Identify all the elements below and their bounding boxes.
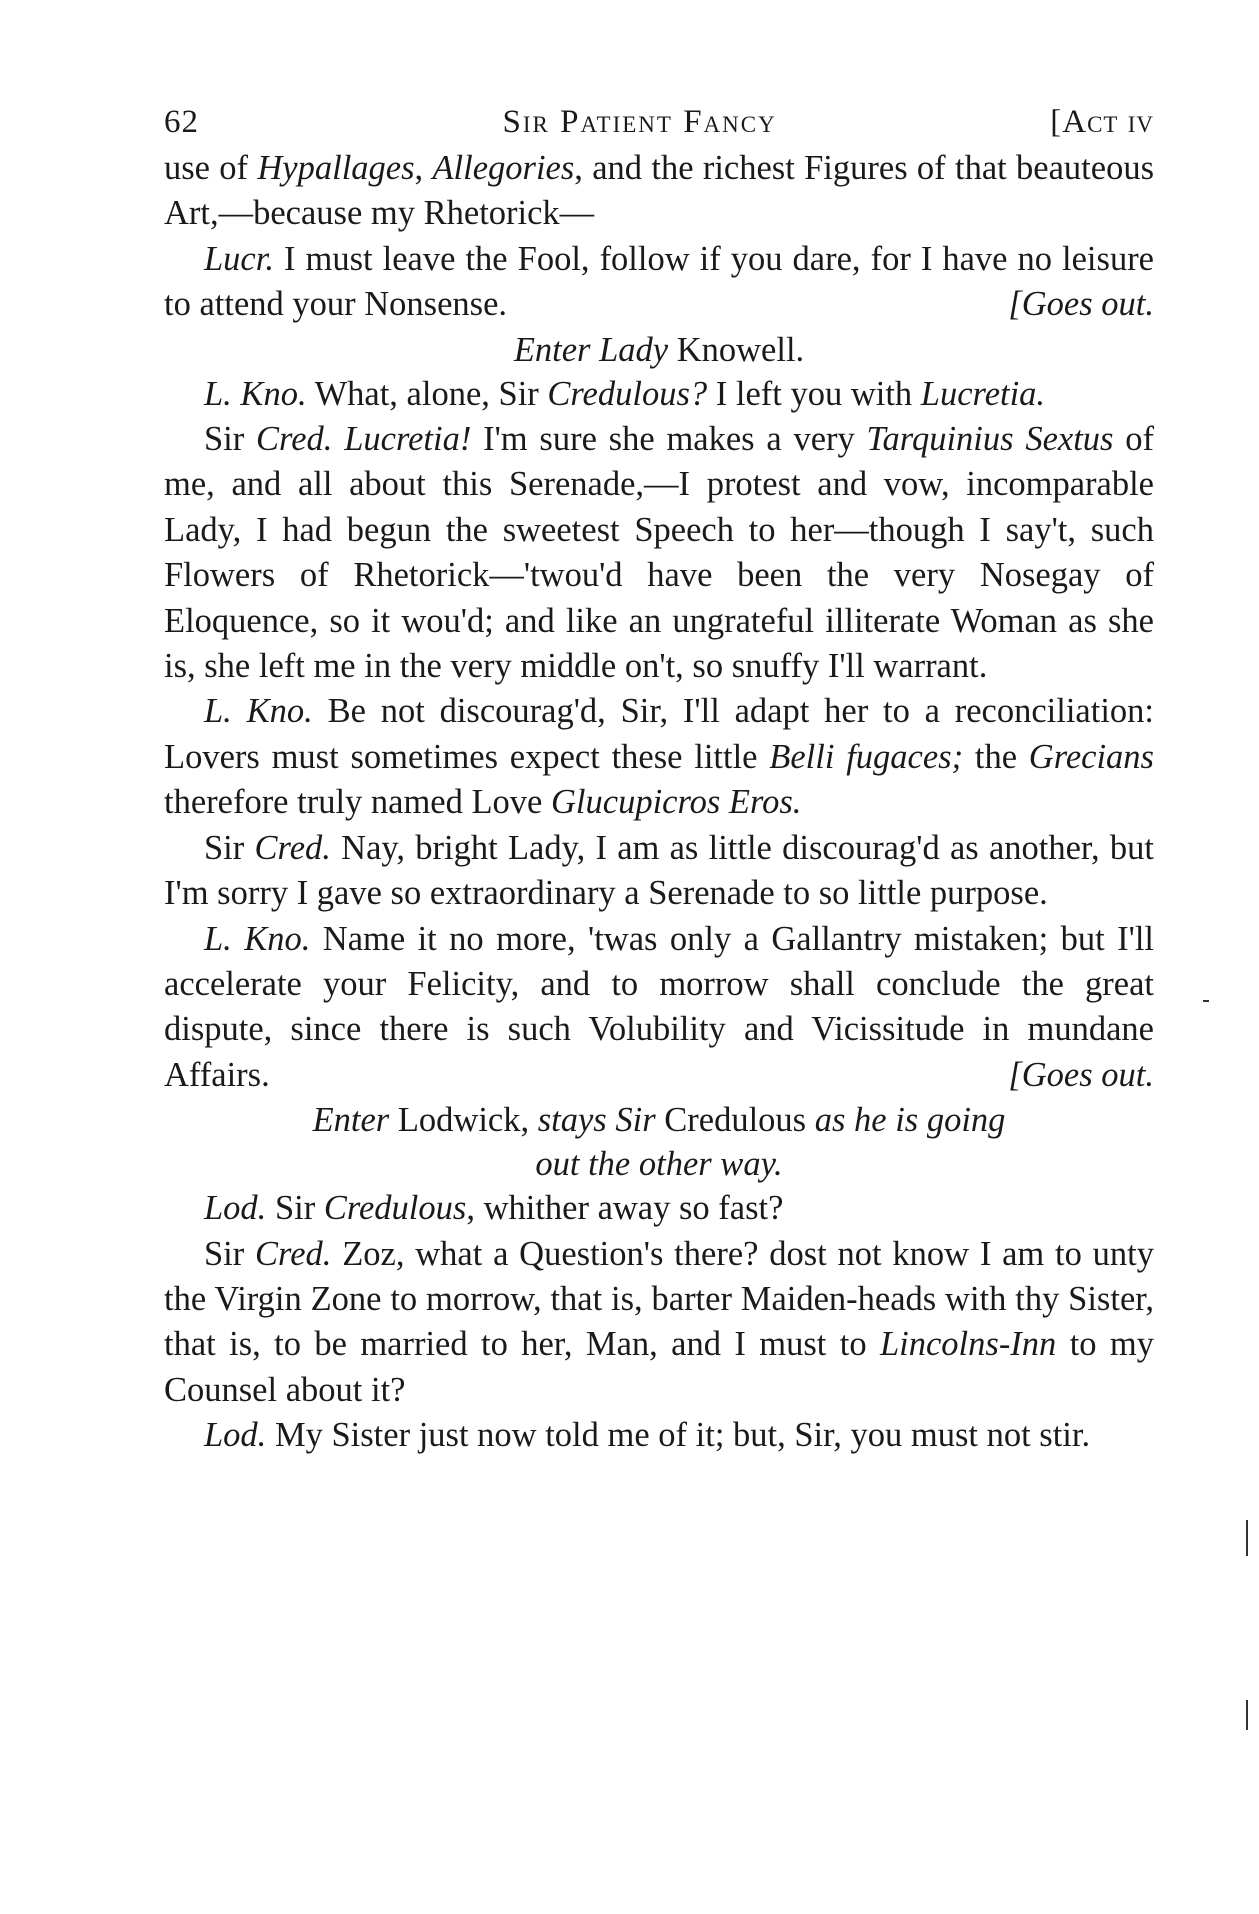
stage-direction-enter-lodwick: Enter Lodwick, stays Sir Credulous as he is going out the other way. (312, 1101, 1006, 1184)
speech-sir-credulous: Sir Cred. Zoz, what a Question's there? dost not know I am to unty the Virgin Zone to morrow, that is, barter Maiden-heads with thy Sister, that is, to be married to her, Man, and I must to Lincolns-Inn to my Counsel about it? (164, 1234, 1154, 1409)
margin-mark (1246, 1520, 1248, 1556)
book-page (164, 100, 1154, 1459)
running-header (164, 100, 1154, 144)
speech-sir-credulous: Sir Cred. Lucretia! I'm sure she makes a very Tarquinius Sextus of me, and all about this Serenade,—I protest and vow, incomparable Lady, I had begun the sweetest Speech to her—though I say't, such Flowers of Rhetorick—'twou'd have been the very Nosegay of Eloquence, so it wou'd; and like an ungrateful illiterate Woman as she is, she left me in the very middle on't, so snuffy I'll warrant. (164, 420, 1154, 686)
speech-lodwick: Lod. My Sister just now told me of it; but, Sir, you must not stir. (204, 1416, 1091, 1455)
act-marker: [Act iv (1050, 104, 1154, 140)
speech-sir-credulous: Sir Cred. Nay, bright Lady, I am as little discourag'd as another, but I'm sorry I gave so extraordinary a Serenade to so little purpose. (164, 828, 1155, 913)
speech-continuation: use of Hypallages, Allegories, and the richest Figures of that beauteous Art,—because my Rhetorick— (164, 149, 1155, 233)
speaker-name: Cred. (254, 828, 331, 867)
running-title: Sir Patient Fancy (502, 104, 777, 140)
speaker-name: Cred. (256, 420, 333, 459)
speech-lucretia: Lucr. I must leave the Fool, follow if you dare, for I have no leisure to attend your Nonsense. [Goes out. (164, 237, 1154, 328)
play-text (164, 146, 1154, 1459)
margin-mark (1246, 1700, 1248, 1730)
speaker-name: L. Kno. (204, 919, 311, 958)
speech-lady-knowell: L. Kno. What, alone, Sir Credulous? I left you with Lucretia. (204, 374, 1046, 413)
speaker-name: Lod. (204, 1189, 267, 1228)
speech-lady-knowell: L. Kno. Be not discourag'd, Sir, I'll adapt her to a reconciliation: Lovers must sometimes expect these little Belli fugaces; the Grecians therefore truly named Love Glucupicros Eros. (164, 692, 1155, 822)
speaker-name: L. Kno. (204, 374, 307, 413)
speaker-name: Lucr. (204, 239, 274, 278)
stage-exit: [Goes out. (1008, 1055, 1154, 1094)
speaker-name: Lod. (204, 1416, 267, 1455)
speaker-name: L. Kno. (204, 692, 313, 731)
speech-lady-knowell: L. Kno. Name it no more, 'twas only a Gallantry mistaken; but I'll accelerate your Felicity, and to morrow shall conclude the great dispute, since there is such Volubility and Vicissitude in mundane Affairs. [Goes out. (164, 917, 1154, 1099)
speech-lodwick: Lod. Sir Credulous, whither away so fast? (204, 1189, 784, 1228)
stage-exit: [Goes out. (1008, 285, 1154, 324)
speaker-name: Cred. (255, 1234, 332, 1273)
margin-mark (1203, 1000, 1209, 1002)
stage-direction-enter-knowell: Enter Lady Knowell. (513, 330, 805, 369)
page-number: 62 (164, 104, 199, 140)
